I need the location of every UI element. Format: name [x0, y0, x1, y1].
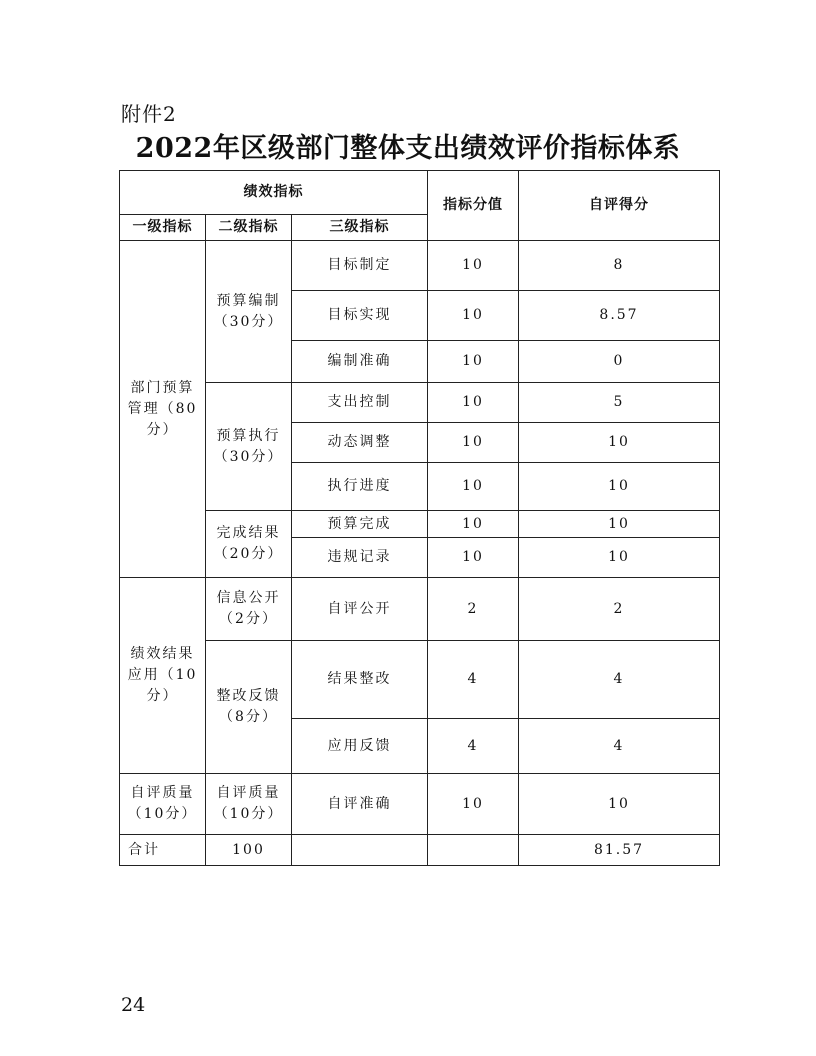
- total-score: 81.57: [519, 835, 720, 866]
- level3-name: 目标制定: [292, 241, 428, 291]
- self-score: 5: [519, 383, 720, 423]
- score-value: 4: [428, 641, 519, 719]
- level3-name: 自评准确: [292, 774, 428, 835]
- score-value: 10: [428, 423, 519, 463]
- level3-name: 执行进度: [292, 463, 428, 511]
- self-score: 10: [519, 423, 720, 463]
- table-row: [120, 774, 720, 835]
- self-score: 10: [519, 511, 720, 538]
- self-score: 4: [519, 641, 720, 719]
- level3-name: 自评公开: [292, 578, 428, 641]
- page-title: 2022年区级部门整体支出绩效评价指标体系: [135, 133, 681, 164]
- level3-name: 应用反馈: [292, 719, 428, 774]
- page-number: 24: [121, 994, 146, 1016]
- level2-budget-prep: 预算编制（30分）: [206, 241, 292, 383]
- total-row: [120, 835, 720, 866]
- level3-name: 编制准确: [292, 341, 428, 383]
- header-level2: 二级指标: [206, 215, 292, 241]
- level2-completion: 完成结果（20分）: [206, 511, 292, 578]
- level3-name: 目标实现: [292, 291, 428, 341]
- level2-disclosure: 信息公开（2分）: [206, 578, 292, 641]
- score-value: 10: [428, 341, 519, 383]
- level1-result-app: 绩效结果应用（10分）: [120, 578, 206, 774]
- header-score-value: 指标分值: [428, 171, 519, 241]
- level3-name: 动态调整: [292, 423, 428, 463]
- level3-name: 结果整改: [292, 641, 428, 719]
- total-empty: [292, 835, 428, 866]
- level2-budget-exec: 预算执行（30分）: [206, 383, 292, 511]
- self-score: 8.57: [519, 291, 720, 341]
- level2-rectify: 整改反馈（8分）: [206, 641, 292, 774]
- indicator-table: [119, 170, 720, 866]
- attachment-label: 附件2: [121, 102, 177, 126]
- self-score: 10: [519, 538, 720, 578]
- total-label: 合计: [120, 835, 206, 866]
- score-value: 2: [428, 578, 519, 641]
- table-row: [120, 511, 720, 538]
- score-value: 10: [428, 241, 519, 291]
- self-score: 4: [519, 719, 720, 774]
- level1-budget-mgmt: 部门预算管理（80分）: [120, 241, 206, 578]
- table-row: [120, 641, 720, 719]
- total-empty: [428, 835, 519, 866]
- score-value: 4: [428, 719, 519, 774]
- level1-quality: 自评质量（10分）: [120, 774, 206, 835]
- header-indicators: 绩效指标: [120, 171, 428, 215]
- header-level1: 一级指标: [120, 215, 206, 241]
- self-score: 10: [519, 463, 720, 511]
- self-score: 8: [519, 241, 720, 291]
- header-self-score: 自评得分: [519, 171, 720, 241]
- table-row: [120, 241, 720, 291]
- table-row: [120, 383, 720, 423]
- self-score: 10: [519, 774, 720, 835]
- level2-quality: 自评质量（10分）: [206, 774, 292, 835]
- self-score: 0: [519, 341, 720, 383]
- score-value: 10: [428, 774, 519, 835]
- total-value: 100: [206, 835, 292, 866]
- score-value: 10: [428, 291, 519, 341]
- score-value: 10: [428, 511, 519, 538]
- score-value: 10: [428, 538, 519, 578]
- level3-name: 违规记录: [292, 538, 428, 578]
- level3-name: 支出控制: [292, 383, 428, 423]
- table-row: [120, 578, 720, 641]
- header-level3: 三级指标: [292, 215, 428, 241]
- score-value: 10: [428, 383, 519, 423]
- self-score: 2: [519, 578, 720, 641]
- score-value: 10: [428, 463, 519, 511]
- level3-name: 预算完成: [292, 511, 428, 538]
